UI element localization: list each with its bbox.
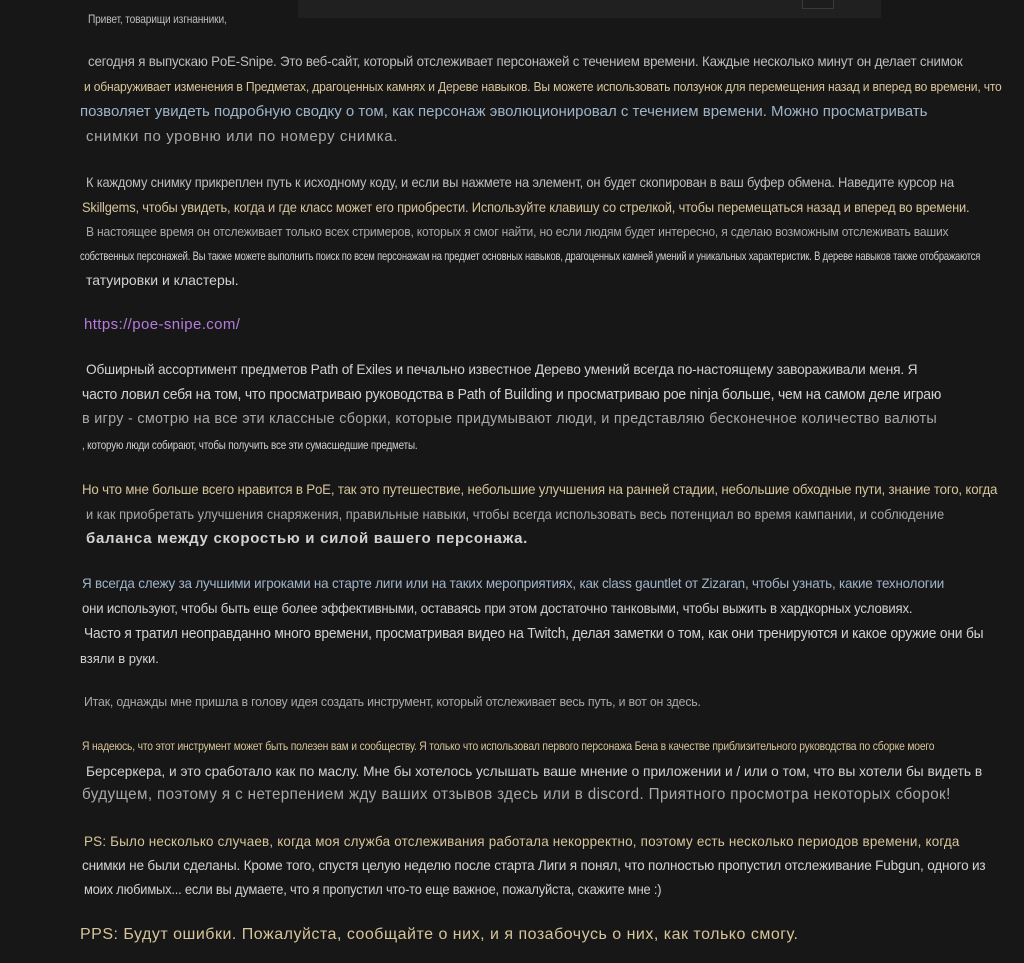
intro-line-3: позволяет увидеть подробную сводку о том, как персонаж эволюционировал с течением времени. Можно просматривать [80,103,928,120]
ps-line-1: PS: Было несколько случаев, когда моя служба отслеживания работала некорректно, поэтому есть несколько периодов времени, когда [84,833,960,849]
features-line-1: К каждому снимку прикреплен путь к исходному коду, и если вы нажмете на элемент, он будет скопирован в ваш буфер обмена. Наведите курсор на [86,174,954,190]
features-line-5: татуировки и кластеры. [86,272,239,288]
hope-line-2: Берсеркера, и это сработало как по маслу. Мне бы хотелось услышать ваше мнение о приложении и / или о том, что вы хотели бы видеть в [86,763,983,779]
greeting: Привет, товарищи изгнанники, [88,12,227,26]
intro-line-2: и обнаруживает изменения в Предметах, драгоценных камнях и Дереве навыков. Вы можете использовать ползунок для перемещения назад и вперед во времени, что [84,79,1002,94]
story2-line-3: баланса между скоростью и силой вашего персонажа. [86,530,529,547]
top-panel-button[interactable] [802,0,834,9]
ps-line-3: моих любимых... если вы думаете, что я пропустил что-то еще важное, пожалуйста, скажите мне :) [84,881,662,897]
story3-line-1: Я всегда слежу за лучшими игроками на старте лиги или на таких мероприятиях, как class gauntlet от Zizaran, чтобы узнать, какие технологии [82,575,945,591]
story2-line-2: и как приобретать улучшения снаряжения, правильные навыки, чтобы всегда использовать весь потенциал во время кампании, и соблюдение [86,506,945,522]
pps-text: PPS: Будут ошибки. Пожалуйста, сообщайте о них, и я позабочусь о них, как только смогу. [80,926,799,943]
story2-line-1: Но что мне больше всего нравится в PoE, так это путешествие, небольшие улучшения на ранней стадии, небольшие обходные пути, знание того, когда [82,481,998,497]
idea-text: Итак, однажды мне пришла в голову идея создать инструмент, который отслеживает весь путь, и вот он здесь. [84,694,701,709]
story1-line-1: Обширный ассортимент предметов Path of Exiles и печально известное Дерево умений всегда по-настоящему завораживали меня. Я [86,361,918,377]
story1-line-4: , которую люди собирают, чтобы получить все эти сумасшедшие предметы. [82,438,418,452]
hope-line-1: Я надеюсь, что этот инструмент может быть полезен вам и сообществу. Я только что использовал первого персонажа Бена в качестве приблизительного руководства по сборке моего [82,739,935,753]
story3-line-4: взяли в руки. [80,651,159,666]
site-link[interactable]: https://poe-snipe.com/ [84,316,241,333]
story1-line-3: в игру - смотрю на все эти классные сборки, которые придумывают люди, и представляю бесконечное количество валюты [82,410,938,427]
features-line-4: собственных персонажей. Вы также можете выполнить поиск по всем персонажам на предмет основных навыков, драгоценных камней умений и уникальных характеристик. В дереве навыков также отображаются [80,249,981,263]
intro-line-1: сегодня я выпускаю PoE-Snipe. Это веб-сайт, который отслеживает персонажей с течением времени. Каждые несколько минут он делает снимок [88,53,963,69]
hope-line-3: будущем, поэтому я с нетерпением жду ваших отзывов здесь или в discord. Приятного просмотра некоторых сборок! [82,786,951,803]
ps-line-2: снимки не были сделаны. Кроме того, спустя целую неделю после старта Лиги я понял, что полностью пропустил отслеживание Fubgun, одного из [82,857,986,873]
story3-line-3: Часто я тратил неоправданно много времени, просматривая видео на Twitch, делая заметки о том, как они тренируются и какое оружие они бы [84,625,984,642]
story3-line-2: они используют, чтобы быть еще более эффективными, оставаясь при этом достаточно танковыми, чтобы выжить в хардкорных условиях. [82,600,913,616]
intro-line-4: снимки по уровню или по номеру снимка. [86,128,399,145]
features-line-2: Skillgems, чтобы увидеть, когда и где класс может его приобрести. Используйте клавишу со стрелкой, чтобы перемещаться назад и вперед во времени. [82,199,970,215]
story1-line-2: часто ловил себя на том, что просматриваю руководства в Path of Building и просматриваю poe ninja больше, чем на самом деле играю [82,386,942,403]
top-panel [298,0,881,18]
features-line-3: В настоящее время он отслеживает только всех стримеров, которых я смог найти, но если людям будет интересно, я сделаю возможным отслеживать ваших [86,224,949,239]
